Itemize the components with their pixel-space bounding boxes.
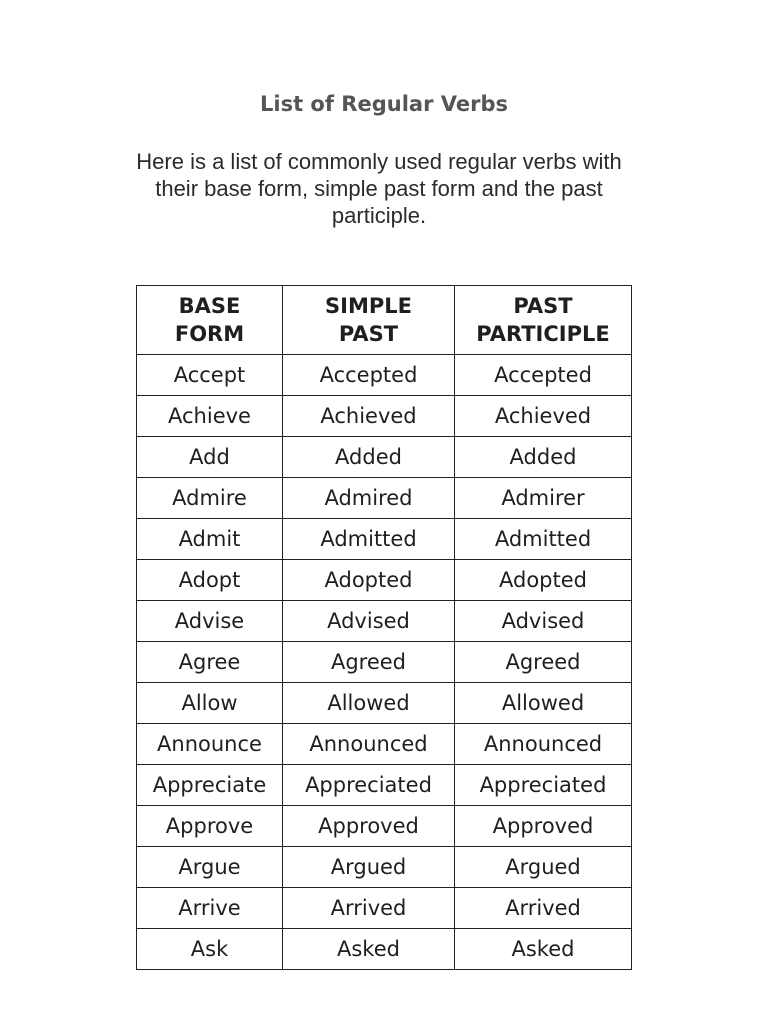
table-row (137, 806, 632, 847)
simple-past-cell: Achieved (283, 396, 455, 437)
past-participle-cell: Arrived (455, 888, 632, 929)
past-participle-cell: Admirer (455, 478, 632, 519)
regular-verbs-table (136, 285, 632, 970)
table-row (137, 355, 632, 396)
header-line: PAST (338, 322, 399, 346)
simple-past-cell: Asked (283, 929, 455, 970)
header-line: PAST (513, 294, 573, 318)
header-simple-past (283, 286, 455, 355)
table-row (137, 601, 632, 642)
intro-paragraph: Here is a list of commonly used regular verbs with their base form, simple past form and the past participle. (136, 149, 622, 228)
base-form-cell: Accept (137, 355, 283, 396)
base-form-cell: Achieve (137, 396, 283, 437)
past-participle-cell: Approved (455, 806, 632, 847)
base-form-cell: Add (137, 437, 283, 478)
simple-past-cell: Approved (283, 806, 455, 847)
base-form-cell: Adopt (137, 560, 283, 601)
header-row (137, 286, 632, 355)
past-participle-cell: Agreed (455, 642, 632, 683)
header-line: FORM (174, 322, 245, 346)
base-form-cell: Announce (137, 724, 283, 765)
table-row (137, 560, 632, 601)
table-row (137, 437, 632, 478)
simple-past-cell: Argued (283, 847, 455, 888)
past-participle-cell: Argued (455, 847, 632, 888)
past-participle-cell: Allowed (455, 683, 632, 724)
past-participle-cell: Asked (455, 929, 632, 970)
simple-past-cell: Admired (283, 478, 455, 519)
past-participle-cell: Added (455, 437, 632, 478)
past-participle-cell: Admitted (455, 519, 632, 560)
simple-past-cell: Appreciated (283, 765, 455, 806)
base-form-cell: Admit (137, 519, 283, 560)
simple-past-cell: Advised (283, 601, 455, 642)
base-form-cell: Argue (137, 847, 283, 888)
base-form-cell: Appreciate (137, 765, 283, 806)
table-body (137, 355, 632, 970)
table-row (137, 683, 632, 724)
base-form-cell: Approve (137, 806, 283, 847)
base-form-cell: Admire (137, 478, 283, 519)
simple-past-cell: Arrived (283, 888, 455, 929)
simple-past-cell: Announced (283, 724, 455, 765)
past-participle-cell: Appreciated (455, 765, 632, 806)
past-participle-cell: Accepted (455, 355, 632, 396)
base-form-cell: Allow (137, 683, 283, 724)
header-line: BASE (178, 294, 241, 318)
simple-past-cell: Agreed (283, 642, 455, 683)
table-row (137, 478, 632, 519)
header-line: SIMPLE (325, 294, 412, 318)
base-form-cell: Advise (137, 601, 283, 642)
page-title: List of Regular Verbs (260, 92, 508, 116)
past-participle-cell: Advised (455, 601, 632, 642)
base-form-cell: Arrive (137, 888, 283, 929)
simple-past-cell: Added (283, 437, 455, 478)
header-base-form (137, 286, 283, 355)
table-row (137, 847, 632, 888)
header-line: PARTICIPLE (476, 322, 610, 346)
simple-past-cell: Adopted (283, 560, 455, 601)
header-past-participle (455, 286, 632, 355)
simple-past-cell: Accepted (283, 355, 455, 396)
table-header (137, 286, 632, 355)
table-row (137, 929, 632, 970)
past-participle-cell: Achieved (455, 396, 632, 437)
simple-past-cell: Admitted (283, 519, 455, 560)
table-row (137, 724, 632, 765)
base-form-cell: Agree (137, 642, 283, 683)
table-row (137, 642, 632, 683)
table-row (137, 888, 632, 929)
table-row (137, 519, 632, 560)
table-row (137, 396, 632, 437)
past-participle-cell: Announced (455, 724, 632, 765)
simple-past-cell: Allowed (283, 683, 455, 724)
past-participle-cell: Adopted (455, 560, 632, 601)
base-form-cell: Ask (137, 929, 283, 970)
table-row (137, 765, 632, 806)
